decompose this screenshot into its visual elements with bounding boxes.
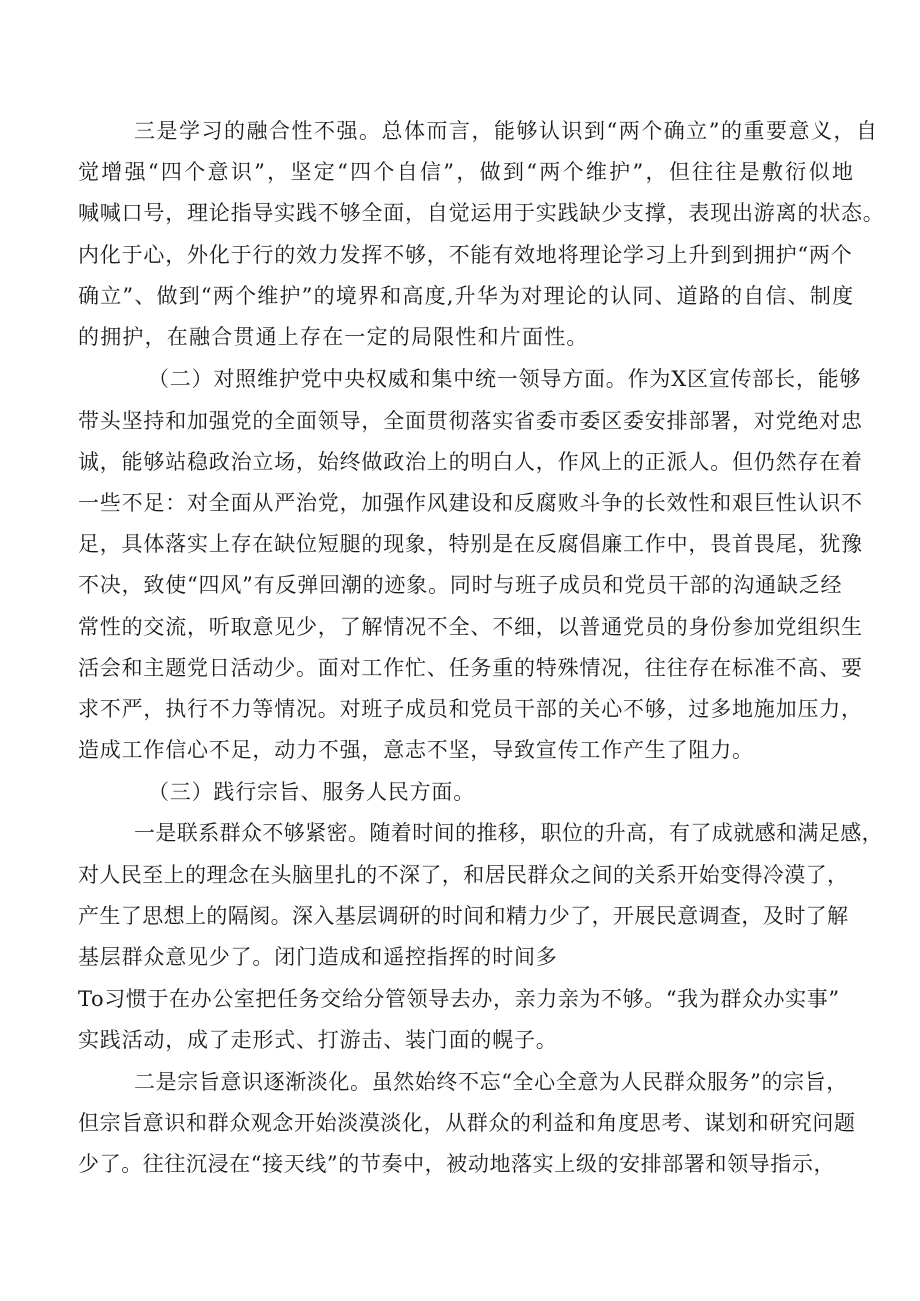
text-line-6: 的拥护，在融合贯通上存在一定的局限性和片面性。 (78, 325, 589, 349)
text-line-3: 喊喊口号，理论指导实践不够全面，自觉运用于实践缺少支撑，表现出游离的状态。 (78, 201, 885, 225)
text-line-23: 实践活动，成了走形式、打游击、装门面的幌子。 (78, 1028, 558, 1052)
text-line-21: 基层群众意见少了。闭门造成和遥控指挥的时间多 (78, 945, 558, 969)
text-line-11: 足，具体落实上存在缺位短腿的现象，特别是在反腐倡廉工作中，畏首畏尾，犹豫 (78, 532, 863, 556)
text-line-17: （三）践行宗旨、服务人民方面。 (148, 780, 475, 804)
text-line-14: 活会和主题党日活动少。面对工作忙、任务重的特殊情况，往往存在标准不高、要 (78, 656, 863, 680)
text-line-20: 产生了思想上的隔阂。深入基层调研的时间和精力少了，开展民意调查，及时了解 (78, 904, 849, 928)
text-line-16: 造成工作信心不足，动力不强，意志不坚，导致宣传工作产生了阻力。 (78, 738, 754, 762)
text-line-18: 一是联系群众不够紧密。随着时间的推移，职位的升高，有了成就感和满足感， (134, 821, 883, 845)
text-line-9: 诚，能够站稳政治立场，始终做政治上的明白人，作风上的正派人。但仍然存在着 (78, 450, 863, 474)
text-line-2: 觉增强“四个意识”，坚定“四个自信”，做到“两个维护”，但往往是敷衍似地 (78, 160, 856, 184)
text-line-25: 但宗旨意识和群众观念开始淡漠淡化，从群众的利益和角度思考、谋划和研究问题 (78, 1111, 856, 1135)
text-line-5: 确立”、做到“两个维护”的境界和高度,升华为对理论的认同、道路的自信、制度 (78, 284, 855, 308)
text-line-7: （二）对照维护党中央权威和集中统一领导方面。作为X区宣传部长，能够 (148, 367, 862, 391)
text-line-1: 三是学习的融合性不强。总体而言，能够认识到“两个确立”的重要意义，自 (134, 119, 879, 143)
text-line-8: 带头坚持和加强党的全面领导，全面贯彻落实省委市委区委安排部署，对党绝对忠 (78, 409, 863, 433)
text-line-13: 常性的交流，听取意见少，了解情况不全、不细，以普通党员的身份参加党组织生 (78, 615, 863, 639)
text-line-10: 一些不足：对全面从严治党，加强作风建设和反腐败斗争的长效性和艰巨性认识不 (78, 491, 863, 515)
text-line-24: 二是宗旨意识逐渐淡化。虽然始终不忘“全心全意为人民群众服务”的宗旨， (134, 1070, 848, 1094)
text-line-12: 不决，致使“四风”有反弹回潮的迹象。同时与班子成员和党员干部的沟通缺乏经 (78, 573, 843, 597)
text-line-4: 内化于心，外化于行的效力发挥不够，不能有效地将理论学习上升到到拥护“两个 (78, 243, 853, 267)
text-line-19: 对人民至上的理念在头脑里扎的不深了，和居民群众之间的关系开始变得冷漠了， (78, 863, 849, 887)
text-line-22: To习惯于在办公室把任务交给分管领导去办，亲力亲为不够。“我为群众办实事” (78, 987, 840, 1011)
text-line-26: 少了。往往沉浸在“接天线”的节奏中，被动地落实上级的安排部署和领导指示， (78, 1152, 836, 1176)
text-line-15: 求不严，执行不力等情况。对班子成员和党员干部的关心不够，过多地施加压力， (78, 697, 863, 721)
